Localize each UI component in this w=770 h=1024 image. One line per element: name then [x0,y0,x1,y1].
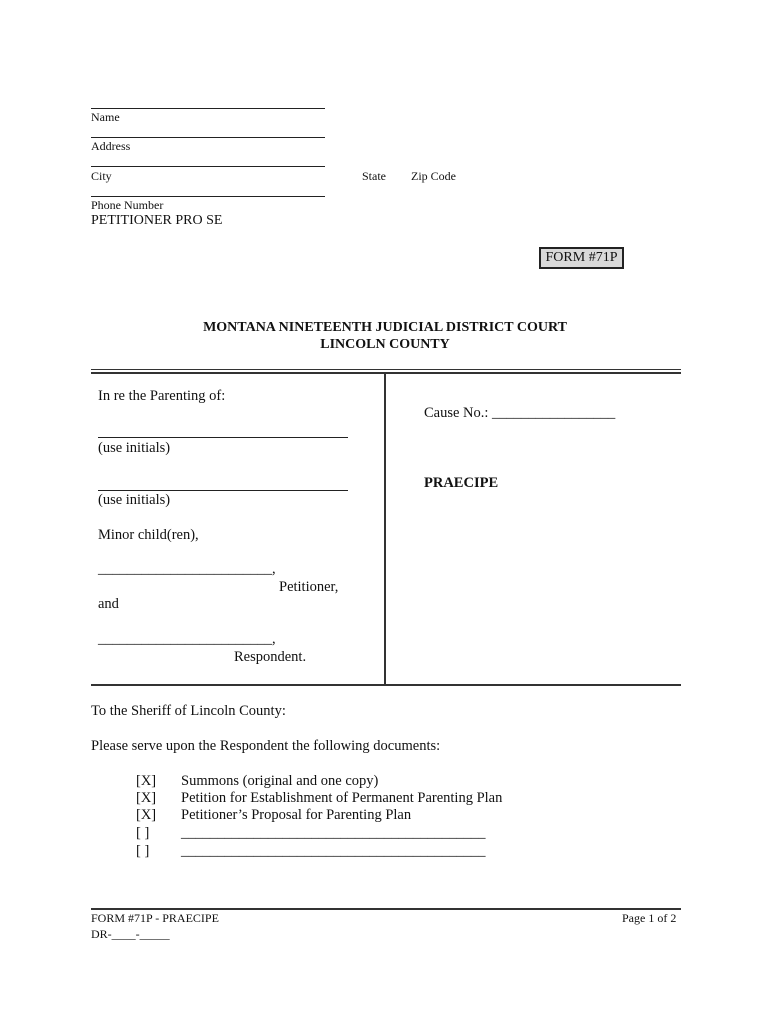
item-1-mark: [X] [136,773,157,789]
footer-rule [91,908,681,910]
use-initials-1: (use initials) [98,440,171,456]
item-4-text: __________________________________________ [181,825,486,841]
item-2-text: Petition for Establishment of Permanent Parenting Plan [181,790,503,806]
please-serve-text: Please serve upon the Respondent the following documents: [91,738,441,754]
phone-label: Phone Number [91,198,164,212]
item-5-text: __________________________________________ [181,843,486,859]
footer-dr-number: DR-____-_____ [91,927,170,941]
item-3-text: Petitioner’s Proposal for Parenting Plan [181,807,412,823]
in-re-label: In re the Parenting of: [98,388,226,404]
use-initials-2: (use initials) [98,492,171,508]
footer-form-title: FORM #71P - PRAECIPE [91,911,219,925]
to-sheriff-text: To the Sheriff of Lincoln County: [91,703,286,719]
respondent-label: Respondent. [234,649,307,665]
city-label: City [91,169,112,183]
footer-page-number: Page 1 of 2 [622,911,677,925]
caption-divider [384,374,386,685]
caption-top-rule [91,369,681,374]
item-4-mark: [ ] [136,825,150,841]
petitioner-pro-se: PETITIONER PRO SE [91,213,223,228]
court-county: LINCOLN COUNTY [320,337,450,352]
document-title: PRAECIPE [424,475,499,491]
cause-number: Cause No.: _________________ [424,405,616,421]
name-label: Name [91,110,120,124]
caption-bottom-rule [91,684,681,686]
court-title: MONTANA NINETEENTH JUDICIAL DISTRICT COURT [203,320,567,335]
address-label: Address [91,139,131,153]
city-line [91,166,325,167]
name-line [91,108,325,109]
and-label: and [98,596,119,612]
minor-children-label: Minor child(ren), [98,527,199,543]
respondent-blank: ________________________, [98,631,276,647]
phone-line [91,196,325,197]
item-1-text: Summons (original and one copy) [181,773,379,789]
state-label: State [362,169,386,183]
item-3-mark: [X] [136,807,157,823]
item-2-mark: [X] [136,790,157,806]
zip-label: Zip Code [411,169,456,183]
form-number-badge: FORM #71P [539,247,624,269]
petitioner-blank: ________________________, [98,561,276,577]
address-line [91,137,325,138]
item-5-mark: [ ] [136,843,150,859]
petitioner-label: Petitioner, [279,579,339,595]
child2-line [98,490,348,491]
child1-line [98,437,348,438]
